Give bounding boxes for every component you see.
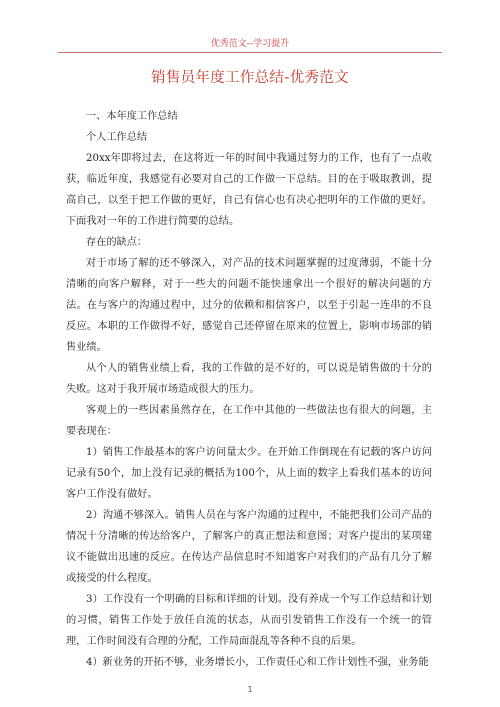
page-number: 1 (247, 685, 253, 694)
document-body (66, 106, 432, 673)
list-item: 1）销售工作最基本的客户访问量太少。在开始工作倒现在有记载的客户访问记录有50个，加上没有记录的概括为100个，从上面的数字上看我们基本的访问客户工作没有做好。 (66, 447, 432, 500)
subsection-heading: 个人工作总结 (86, 132, 148, 143)
subsection-heading: 存在的缺点： (86, 237, 148, 248)
paragraph: 20xx年即将过去，在这将近一年的时间中我通过努力的工作，也有了一点收获，临近年度，我感觉有必要对自己的工作做一下总结。目的在于吸取教训，提高自己，以至于把工作做的更好，自己有信心也有决心把明年的工作做的更好。下面我对一年的工作进行简要的总结。 (66, 153, 432, 227)
list-item: 3）工作没有一个明确的目标和详细的计划。没有养成一个写工作总结和计划的习惯，销售工作处于放任自流的状态，从而引发销售工作没有一个统一的管理，工作时间没有合理的分配，工作局面混乱等各种不良的后果。 (66, 594, 432, 647)
paragraph: 客观上的一些因素虽然存在，在工作中其他的一些做法也有很大的问题，主要表现在： (66, 405, 432, 437)
document-title: 销售员年度工作总结-优秀范文 (151, 70, 349, 86)
paragraph: 对于市场了解的还不够深入，对产品的技术问题掌握的过度薄弱，不能十分清晰的向客户解释，对于一些大的问题不能快速拿出一个很好的解决问题的方法。在与客户的沟通过程中，过分的依赖和相信客户，以至于引起一连串的不良反应。本职的工作做得不好，感觉自己还停留在原来的位置上，影响市场部的销售业绩。 (66, 258, 432, 353)
list-item: 2）沟通不够深入。销售人员在与客户沟通的过程中，不能把我们公司产品的情况十分清晰的传达给客户，了解客户的真正想法和意图；对客户提出的某项建议不能做出迅速的反应。在传达产品信息时不知道客户对我们的产品有几分了解或接受的什么程度。 (66, 510, 432, 584)
running-header: 优秀范文--学习提升 (210, 39, 290, 49)
header-divider (58, 52, 442, 53)
section-heading: 一、本年度工作总结 (86, 111, 178, 122)
list-item: 4）新业务的开拓不够，业务增长小，工作责任心和工作计划性不强，业务能 (86, 657, 429, 668)
paragraph: 从个人的销售业绩上看，我的工作做的是不好的，可以说是销售做的十分的失败。这对于我开展市场造成很大的压力。 (66, 363, 432, 395)
